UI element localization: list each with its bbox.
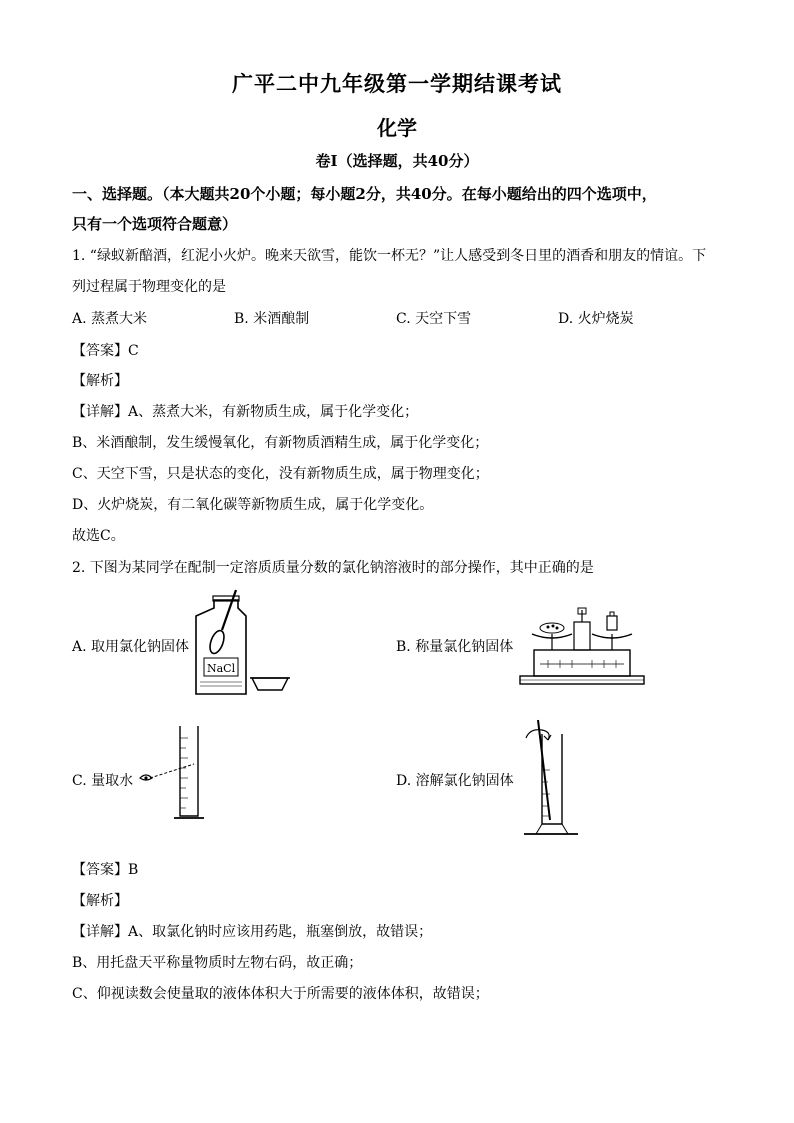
section-heading-line1: 一、选择题。（本大题共20个小题；每小题2分，共40分。在每小题给出的四个选项中， [72,185,657,203]
q2-detail-line: C、仰视读数会使量取的液体体积大于所需要的液体体积，故错误； [72,986,489,1002]
q1-detail-line: B、米酒酿制，发生缓慢氧化，有新物质酒精生成，属于化学变化； [72,435,489,451]
q2-option-d: D. 溶解氯化钠固体 [396,773,514,789]
q1-detail-line: D、火炉烧炭，有二氧化碳等新物质生成，属于化学变化。 [72,497,434,513]
q1-option-a: A. 蒸煮大米 [72,311,148,327]
q1-answer: 【答案】C [72,343,139,359]
q1-detail-line: C、天空下雪，只是状态的变化，没有新物质生成，属于物理变化； [72,466,489,482]
q2-detail-line: B、用托盘天平称量物质时左物右码，故正确； [72,955,363,971]
q2-option-c: C. 量取水 [72,773,134,789]
q2-stem: 2. 下图为某同学在配制一定溶质质量分数的氯化钠溶液时的部分操作，其中正确的是 [72,560,594,576]
q1-stem-line1: 1. “绿蚁新醅酒，红泥小火炉。晚来天欲雪，能饮一杯无？”让人感受到冬日里的酒香和朋友的情谊。下 [72,248,707,264]
q2-option-a: A. 取用氯化钠固体 [72,639,190,655]
q2-option-b: B. 称量氯化钠固体 [396,639,514,655]
figure-c-graduated-cylinder [136,724,206,824]
q1-option-c: C. 天空下雪 [396,311,472,327]
volume-title: 卷I（选择题，共40分） [315,152,479,170]
q1-analysis-label: 【解析】 [72,373,128,389]
subject-title: 化学 [377,116,417,140]
page-title: 广平二中九年级第一学期结课考试 [232,71,562,96]
q2-analysis-label: 【解析】 [72,893,128,909]
section-heading-line2: 只有一个选项符合题意） [72,215,238,233]
figure-a-reagent-bottle [192,586,297,698]
q2-detail-line: 【详解】A、取氯化钠时应该用药匙，瓶塞倒放，故错误； [72,924,433,940]
bottle-label: NaCl [207,662,236,675]
q1-option-d: D. 火炉烧炭 [558,311,634,327]
figure-b-balance [518,606,646,690]
q1-stem-line2: 列过程属于物理变化的是 [72,279,226,295]
q1-detail-line: 故选C。 [72,528,125,544]
figure-d-beaker-stirring [516,716,586,840]
q1-option-b: B. 米酒酿制 [234,311,310,327]
q1-detail-line: 【详解】A、蒸煮大米，有新物质生成，属于化学变化； [72,404,419,420]
q2-answer: 【答案】B [72,862,139,878]
